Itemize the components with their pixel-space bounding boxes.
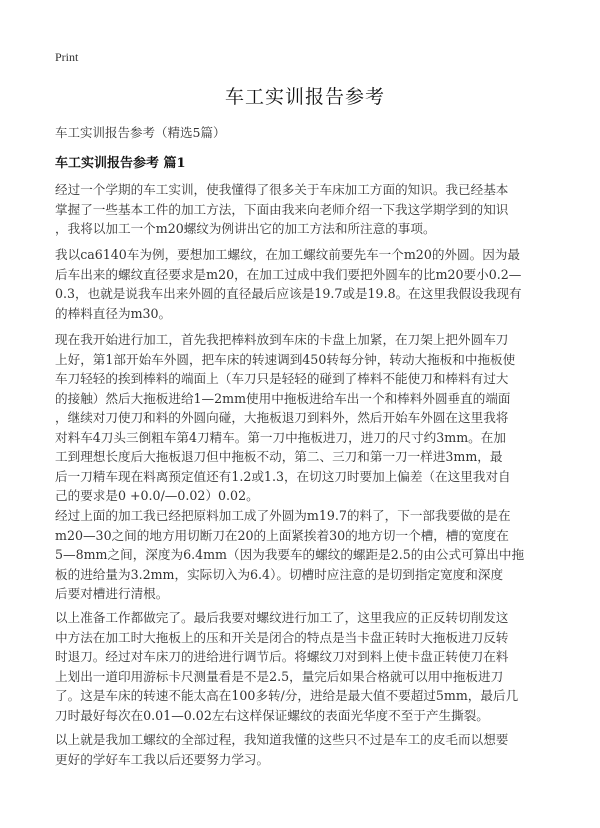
text-line: 我以ca6140车为例，要想加工螺纹，在加工螺纹前要先车一个m20的外圆。因为最	[55, 247, 520, 262]
document-title: 车工实训报告参考	[224, 86, 385, 108]
text-line: 时退刀。经过对车床刀的进给进行调节后。将螺纹刀对到料上使卡盘正转使刀在料	[55, 649, 509, 664]
text-line: 的棒料直径为m30。	[55, 305, 172, 321]
text-line: 的接触）然后大拖板进给1—2mm使用中拖板进给车出一个和棒料外圆垂直的端面	[55, 390, 511, 406]
text-line: 车刀轻轻的挨到棒料的端面上（车刀只是轻轻的碰到了棒料不能使刀和棒料有过大	[55, 371, 509, 386]
text-line: m20—30之间的地方用切断刀在20的上面紧挨着30的地方切一个槽，槽的宽度在	[55, 527, 509, 543]
text-line: 板的进给量为3.2mm，实际切入为6.4）。切槽时应注意的是切到指定宽度和深度	[55, 566, 504, 582]
text-line: 经过上面的加工我已经把原料加工成了外圆为m19.7的料了，下一部我要做的是在	[55, 508, 511, 523]
text-line: 后要对槽进行清根。	[55, 586, 169, 601]
text-line: 工到理想长度后大拖板退刀但中拖板不动，第二、三刀和第一刀一样进3mm，最	[55, 449, 503, 464]
text-line: 以上准备工作都做完了。最后我要对螺纹进行加工了，这里我应的正反转切削发这	[55, 610, 509, 625]
text-line: 中方法在加工时大拖板上的压和开关是闭合的特点是当卡盘正转时大拖板进刀反转	[55, 629, 509, 645]
paragraph-6	[55, 730, 555, 769]
paragraph-2	[55, 245, 555, 323]
text-line: 上好，第1部开始车外圆，把车床的转速调到450转每分钟，转动大拖板和中拖板使	[55, 351, 516, 367]
text-line: 己的要求是0 +0.0/—0.02）0.02。	[55, 488, 259, 503]
text-line: 经过一个学期的车工实训，使我懂得了很多关于车床加工方面的知识。我已经基本	[55, 182, 509, 197]
text-line: 刀时最好每次在0.01—0.02左右这样保证螺纹的表面光华度不至于产生撕裂。	[55, 707, 489, 723]
text-line: 现在我开始进行加工，首先我把棒料放到车床的卡盘上加紧，在刀架上把外圆车刀	[55, 332, 509, 347]
text-line: 了。这是车床的转速不能太高在100多转/分，进给是最大值不要超过5mm，最后几	[55, 688, 519, 703]
text-line: ，继续对刀使刀和料的外圆向碰，大拖板退刀到料外，然后开始车外圆在这里我将	[55, 410, 509, 425]
text-line: 后车出来的螺纹直径要求是m20，在加工过成中我们要把外圆车的比m20要小0.2—	[55, 266, 522, 282]
text-line: 对料车4刀头三倒粗车第4刀精车。第一刀中拖板进刀，进刀的尺寸约3mm。在加	[55, 429, 506, 445]
document-subtitle: 车工实训报告参考（精选5篇）	[55, 125, 226, 140]
text-line: 更好的学好车工我以后还要努力学习。	[55, 751, 270, 767]
paragraph-1	[55, 180, 555, 239]
text-line: ，我将以加工一个m20螺纹为例讲出它的加工方法和所注意的事项。	[55, 221, 436, 236]
text-line: 上划出一道印用游标卡尺测量看是不是2.5，量完后如果合格就可以用中拖板进刀	[55, 668, 504, 684]
section-heading: 车工实训报告参考 篇1	[55, 156, 186, 171]
text-line: 后一刀精车现在料离预定值还有1.2或1.3，在切这刀时要加上偏差（在这里我对自	[55, 468, 511, 484]
text-line: 5—8mm之间，深度为6.4mm（因为我要车的螺纹的螺距是2.5的由公式可算出中拖	[55, 547, 525, 562]
text-line: 0.3，也就是说我车出来外圆的直径最后应该是19.7或是19.8。在这里我假设我现有	[55, 286, 522, 301]
print-label: Print	[55, 50, 79, 64]
paragraph-4	[55, 506, 555, 604]
text-line: 掌握了一些基本工件的加工方法，下面由我来向老师介绍一下我这学期学到的知识	[55, 201, 509, 217]
text-line: 以上就是我加工螺纹的全部过程，我知道我懂的这些只不过是车工的皮毛而以想要	[55, 732, 509, 747]
paragraph-5	[55, 608, 555, 725]
paragraph-3	[55, 330, 555, 506]
